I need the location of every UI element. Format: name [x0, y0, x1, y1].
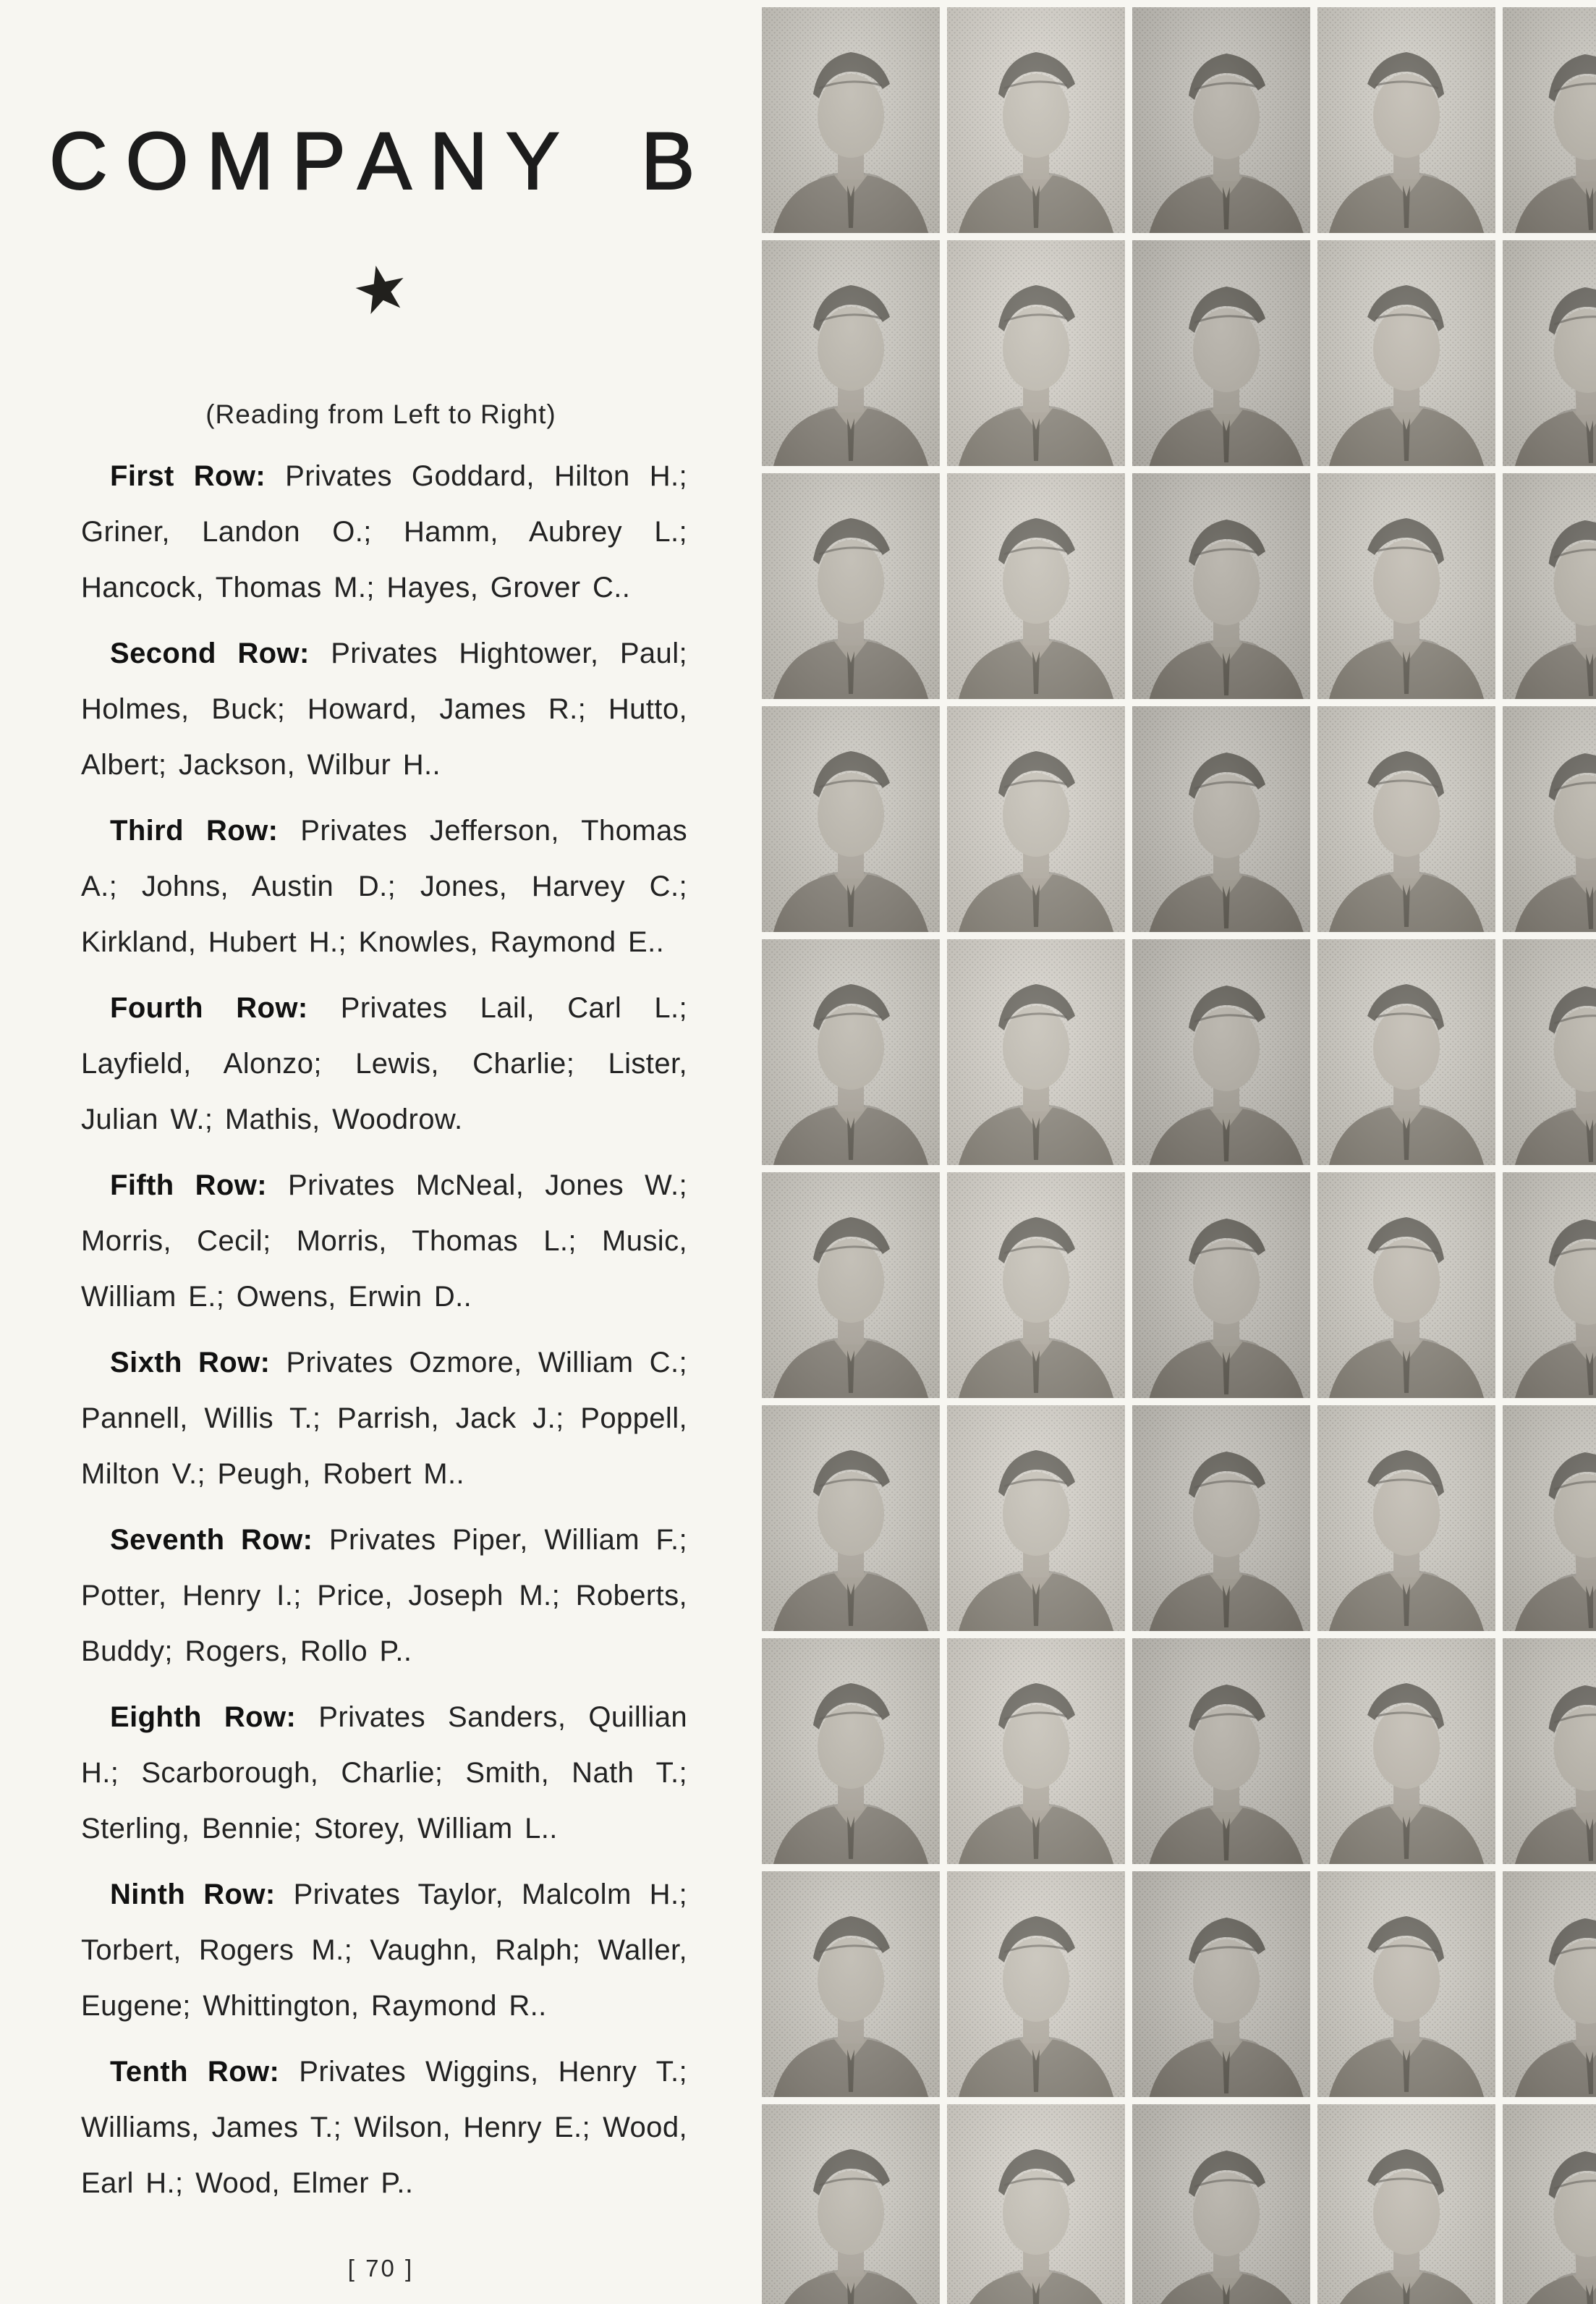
star-icon: ★	[345, 247, 417, 331]
portrait-silhouette	[762, 2104, 940, 2304]
portrait-photo	[1503, 1871, 1596, 2097]
portrait-photo	[1132, 7, 1310, 233]
portrait-photo	[947, 939, 1125, 1165]
portrait-photo	[1503, 939, 1596, 1165]
portrait-silhouette	[1132, 939, 1310, 1165]
portrait-photo	[1132, 240, 1310, 466]
portrait-silhouette	[762, 473, 940, 699]
portrait-photo	[947, 240, 1125, 466]
row-label: Sixth Row:	[110, 1347, 271, 1378]
page-title: COMPANY B	[48, 116, 713, 206]
portrait-silhouette	[947, 939, 1125, 1165]
portrait-silhouette	[762, 1638, 940, 1864]
portrait-photo	[1503, 1638, 1596, 1864]
portrait-photo	[1317, 1638, 1495, 1864]
portrait-photo	[947, 1405, 1125, 1631]
portrait-photo	[762, 2104, 940, 2304]
portrait-photo	[762, 7, 940, 233]
portrait-photo	[1317, 240, 1495, 466]
portrait-silhouette	[947, 1405, 1125, 1631]
portrait-photo	[762, 1638, 940, 1864]
portrait-silhouette	[1317, 706, 1495, 932]
portrait-silhouette	[1317, 939, 1495, 1165]
row-label: Fifth Row:	[110, 1169, 267, 1201]
portrait-photo	[947, 1871, 1125, 2097]
roster-paragraph: Third Row: Privates Jefferson, Thomas A.; Johns, Austin D.; Jones, Harvey C.; Kirkland, Hubert H.; Knowles, Raymond E..	[81, 815, 687, 958]
roster-paragraph: First Row: Privates Goddard, Hilton H.; Griner, Landon O.; Hamm, Aubrey L.; Hancock, Thomas M.; Hayes, Grover C..	[81, 460, 688, 603]
portrait-silhouette	[947, 1871, 1125, 2097]
portrait-silhouette	[1317, 1638, 1495, 1864]
portrait-photo	[947, 1638, 1125, 1864]
portrait-photo	[947, 706, 1125, 932]
portrait-photo	[947, 473, 1125, 699]
portrait-silhouette	[762, 1172, 940, 1398]
portrait-silhouette	[762, 939, 940, 1165]
photo-grid	[762, 7, 1596, 2304]
portrait-photo	[1317, 2104, 1495, 2304]
roster-paragraph: Fourth Row: Privates Lail, Carl L.; Layfield, Alonzo; Lewis, Charlie; Lister, Julian W.; Mathis, Woodrow.	[81, 992, 687, 1135]
portrait-silhouette	[1317, 473, 1495, 699]
portrait-silhouette	[1503, 1871, 1596, 2097]
portrait-photo	[1132, 939, 1310, 1165]
portrait-photo	[1132, 2104, 1310, 2304]
photo-grid-clip	[762, 7, 1596, 2304]
portrait-photo	[1503, 1405, 1596, 1631]
portrait-silhouette	[947, 7, 1125, 233]
portrait-silhouette	[1132, 706, 1310, 932]
portrait-photo	[762, 240, 940, 466]
portrait-photo	[1317, 1405, 1495, 1631]
portrait-photo	[947, 1172, 1125, 1398]
portrait-photo	[1503, 240, 1596, 466]
portrait-silhouette	[1503, 7, 1596, 233]
portrait-silhouette	[1132, 1871, 1310, 2097]
star-ornament	[0, 247, 762, 331]
portrait-photo	[1317, 473, 1495, 699]
portrait-silhouette	[1132, 240, 1310, 466]
roster-paragraph: Second Row: Privates Hightower, Paul; Holmes, Buck; Howard, James R.; Hutto, Albert; Jackson, Wilbur H..	[81, 638, 688, 781]
portrait-photo	[762, 473, 940, 699]
portrait-photo	[1132, 473, 1310, 699]
roster	[81, 449, 687, 2222]
portrait-silhouette	[1132, 1405, 1310, 1631]
portrait-silhouette	[1317, 240, 1495, 466]
roster-paragraph: Seventh Row: Privates Piper, William F.; Potter, Henry I.; Price, Joseph M.; Roberts, Buddy; Rogers, Rollo P..	[81, 1524, 687, 1667]
portrait-silhouette	[762, 240, 940, 466]
portrait-silhouette	[1317, 1172, 1495, 1398]
portrait-photo	[1132, 1172, 1310, 1398]
caption-column	[0, 0, 762, 2304]
row-label: Eighth Row:	[110, 1701, 297, 1733]
portrait-silhouette	[762, 706, 940, 932]
portrait-photo	[762, 939, 940, 1165]
portrait-photo	[762, 706, 940, 932]
portrait-photo	[762, 1405, 940, 1631]
portrait-silhouette	[1132, 2104, 1310, 2304]
portrait-photo	[1132, 1871, 1310, 2097]
portrait-photo	[762, 1871, 940, 2097]
portrait-silhouette	[1503, 240, 1596, 466]
portrait-photo	[947, 7, 1125, 233]
portrait-silhouette	[762, 7, 940, 233]
portrait-silhouette	[762, 1871, 940, 2097]
roster-paragraph: Fifth Row: Privates McNeal, Jones W.; Morris, Cecil; Morris, Thomas L.; Music, William E.; Owens, Erwin D..	[81, 1169, 687, 1313]
row-label: Second Row:	[110, 638, 310, 669]
roster-paragraph: Ninth Row: Privates Taylor, Malcolm H.; Torbert, Rogers M.; Vaughn, Ralph; Waller, Eugene; Whittington, Raymond R..	[81, 1879, 687, 2022]
portrait-silhouette	[947, 1172, 1125, 1398]
portrait-silhouette	[1503, 2104, 1596, 2304]
portrait-silhouette	[1132, 1172, 1310, 1398]
roster-paragraph: Sixth Row: Privates Ozmore, William C.; Pannell, Willis T.; Parrish, Jack J.; Poppell, Milton V.; Peugh, Robert M..	[81, 1347, 687, 1490]
reading-note: (Reading from Left to Right)	[205, 399, 556, 429]
portrait-silhouette	[1503, 1172, 1596, 1398]
portrait-photo	[1317, 706, 1495, 932]
portrait-silhouette	[947, 706, 1125, 932]
portrait-silhouette	[1503, 939, 1596, 1165]
portrait-silhouette	[947, 2104, 1125, 2304]
portrait-silhouette	[1317, 1405, 1495, 1631]
portrait-photo	[762, 1172, 940, 1398]
portrait-photo	[1503, 473, 1596, 699]
row-label: Third Row:	[110, 815, 279, 847]
portrait-photo	[1503, 7, 1596, 233]
row-label: Seventh Row:	[110, 1524, 313, 1556]
portrait-silhouette	[1317, 1871, 1495, 2097]
portrait-photo	[1317, 1871, 1495, 2097]
row-label: Tenth Row:	[110, 2056, 280, 2088]
row-label: Ninth Row:	[110, 1879, 276, 1910]
portrait-photo	[1317, 7, 1495, 233]
portrait-silhouette	[1132, 1638, 1310, 1864]
portrait-silhouette	[1317, 2104, 1495, 2304]
portrait-silhouette	[762, 1405, 940, 1631]
row-label: Fourth Row:	[110, 992, 308, 1024]
portrait-silhouette	[1317, 7, 1495, 233]
portrait-silhouette	[1503, 1405, 1596, 1631]
portrait-photo	[947, 2104, 1125, 2304]
portrait-photo	[1317, 939, 1495, 1165]
roster-paragraph: Eighth Row: Privates Sanders, Quillian H.; Scarborough, Charlie; Smith, Nath T.; Sterling, Bennie; Storey, William L..	[81, 1701, 687, 1845]
portrait-photo	[1503, 2104, 1596, 2304]
portrait-photo	[1132, 1405, 1310, 1631]
portrait-photo	[1317, 1172, 1495, 1398]
portrait-silhouette	[1503, 473, 1596, 699]
portrait-silhouette	[1132, 7, 1310, 233]
page-number: [ 70 ]	[347, 2255, 415, 2282]
roster-paragraph: Tenth Row: Privates Wiggins, Henry T.; Williams, James T.; Wilson, Henry E.; Wood, Earl H.; Wood, Elmer P..	[81, 2056, 687, 2199]
portrait-silhouette	[947, 240, 1125, 466]
portrait-silhouette	[1132, 473, 1310, 699]
portrait-photo	[1132, 1638, 1310, 1864]
portrait-photo	[1503, 1172, 1596, 1398]
portrait-silhouette	[1503, 1638, 1596, 1864]
portrait-photo	[1503, 706, 1596, 932]
portrait-silhouette	[947, 1638, 1125, 1864]
portrait-silhouette	[947, 473, 1125, 699]
row-label: First Row:	[110, 460, 266, 492]
portrait-photo	[1132, 706, 1310, 932]
portrait-silhouette	[1503, 706, 1596, 932]
